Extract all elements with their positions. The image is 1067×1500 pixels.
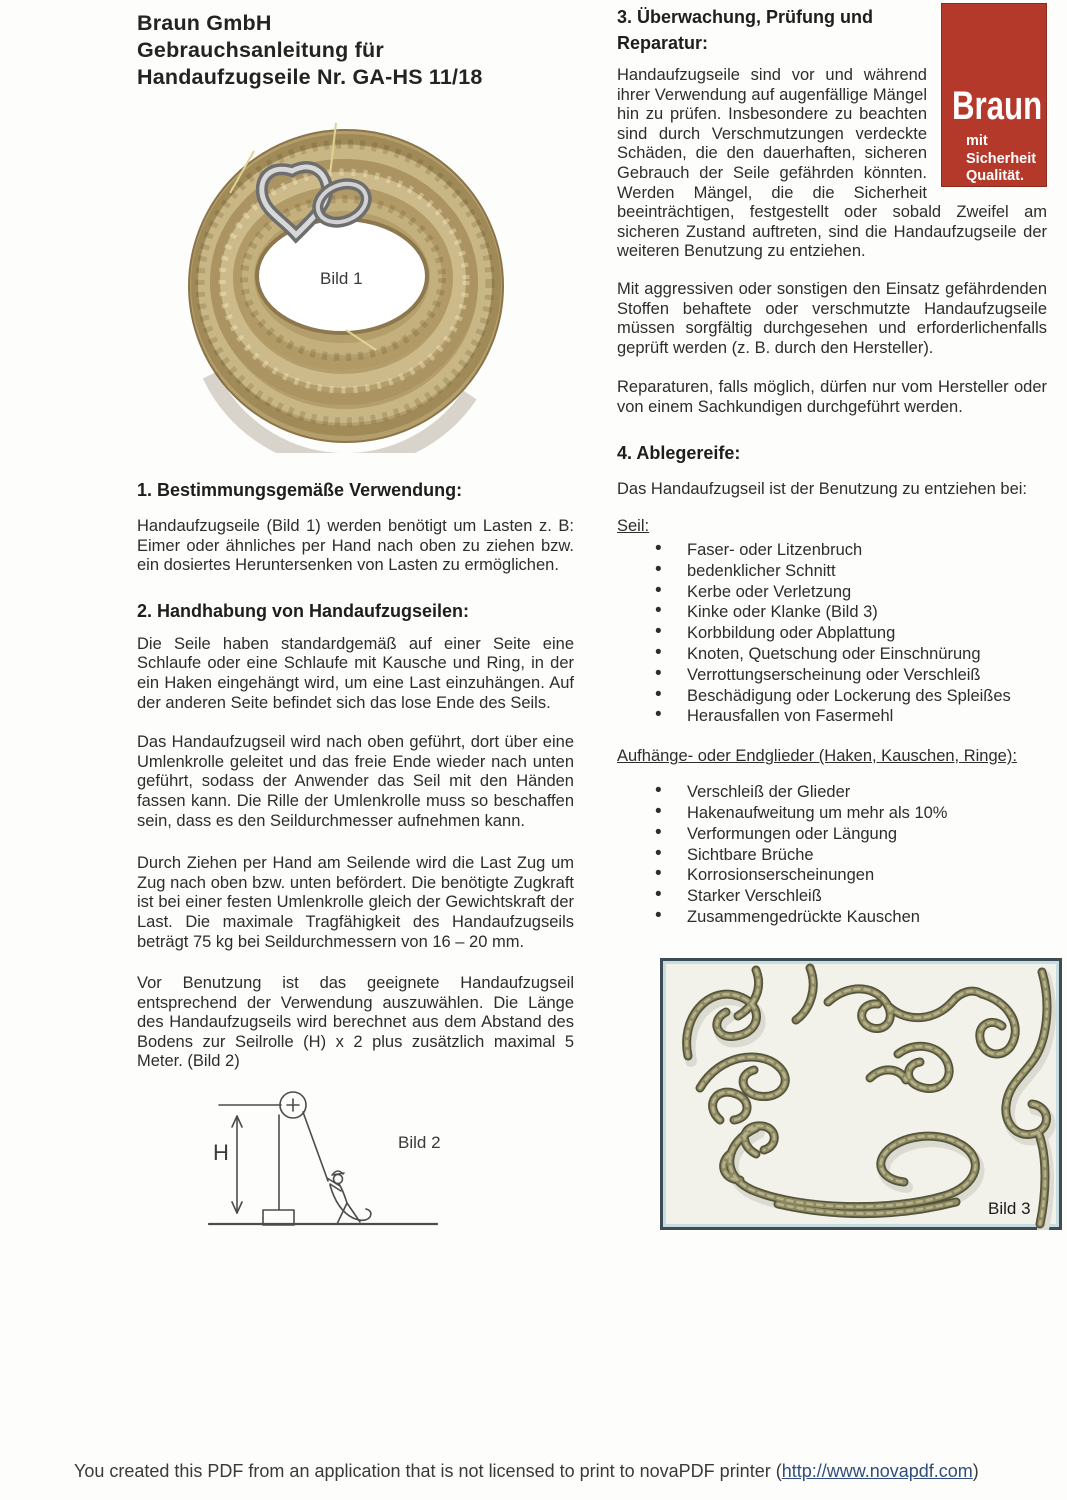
- section2-paragraph-3: Durch Ziehen per Hand am Seilende wird die Last Zug um Zug nach oben bzw. unten befördert. Die benötigte Zugkraft ist bei einer festen Umlenkrolle gleich der Gewichtskraft der Last. Die maximale Tragfähigkeit des Handaufzugseils beträgt 75 kg bei Seildurchmessern von 16 – 20 mm.: [137, 854, 574, 951]
- section3-paragraph-3: Reparaturen, falls möglich, dürfen nur vom Hersteller oder von einem Sachkundigen durchgeführt werden.: [617, 378, 1047, 416]
- endglieder-bullet-list: [617, 782, 1047, 928]
- title-line-3: Handaufzugseile Nr. GA-HS 11/18: [137, 65, 483, 89]
- section4-heading: 4. Ablegereife:: [617, 442, 741, 463]
- title-line-1: Braun GmbH: [137, 11, 272, 35]
- list-item: • Knoten, Quetschung oder Einschnürung: [617, 644, 1047, 665]
- section2-paragraph-4: Vor Benutzung ist das geeignete Handaufzugseil entsprechend der Verwendung auszuwählen. Die Länge des Handaufzugseils wird berechnet aus dem Abstand des Bodens zur Seilrolle (H) x 2 plus zusätzlich maximal 5 Meter. (Bild 2): [137, 974, 574, 1071]
- endglieder-subheading: Aufhänge- oder Endglieder (Haken, Kauschen, Ringe):: [617, 747, 1017, 766]
- list-item: • Kinke oder Klanke (Bild 3): [617, 602, 1047, 623]
- title-line-2: Gebrauchsanleitung für: [137, 38, 384, 62]
- figure3-photo: [660, 958, 1062, 1230]
- list-item: • Zusammengedrückte Kauschen: [617, 907, 1047, 928]
- seil-bullet-list: [617, 540, 1047, 727]
- footer-text-prefix: You created this PDF from an application that is not licensed to print to novaPDF printer (: [74, 1461, 782, 1481]
- list-item: • Korrosionserscheinungen: [617, 865, 1047, 886]
- seil-subheading: Seil:: [617, 517, 650, 536]
- section3-paragraph-1: Handaufzugseile sind vor und während ihrer Verwendung auf augenfällige Mängel hin zu prüfen. Insbesondere zu beachten sind durch Verschmutzungen verdeckte Schäden, die den dauerhaften, sicheren Gebrauch der Seile gefährden könnten. Werden Mängel, die die Sicherheit beeinträchtigen, festgestellt oder sobald Zweifel am sicheren Zustand auftreten, sind die Handaufzugseile der weiteren Benutzung zu entziehen.: [617, 66, 1047, 261]
- list-item: • Verrottungserscheinung oder Verschleiß: [617, 665, 1047, 686]
- left-column: [137, 0, 574, 1230]
- document-title: [137, 10, 574, 91]
- footer-text-suffix: ): [972, 1461, 979, 1481]
- section3-paragraph-2: Mit aggressiven oder sonstigen den Einsatz gefährdenden Stoffen behaftete oder verschmutzte Handaufzugseile müssen sorgfältig durchgesehen und erforderlichenfalls geprüft werden (z. B. durch den Hersteller).: [617, 279, 1047, 357]
- list-item: • Verschleiß der Glieder: [617, 782, 1047, 803]
- list-item: • Starker Verschleiß: [617, 886, 1047, 907]
- logo-tagline-1: mit: [966, 133, 988, 149]
- figure1-rope-coil: [170, 105, 570, 453]
- figure3-caption: Bild 3: [988, 1198, 1031, 1218]
- section1-heading: 1. Bestimmungsgemäße Verwendung:: [137, 480, 463, 500]
- figure1-caption: Bild 1: [320, 269, 363, 288]
- list-item: • Sichtbare Brüche: [617, 845, 1047, 866]
- list-item: • Verformungen oder Längung: [617, 824, 1047, 845]
- right-column: [617, 0, 1047, 1230]
- list-item: • Faser- oder Litzenbruch: [617, 540, 1047, 561]
- section3-heading: 3. Überwachung, Prüfung und Reparatur:: [617, 7, 873, 53]
- figure2-caption: Bild 2: [398, 1133, 441, 1153]
- figure2-height-label: H: [213, 1140, 229, 1166]
- list-item: • Herausfallen von Fasermehl: [617, 706, 1047, 727]
- figure2-diagram: [197, 1080, 497, 1230]
- section1-paragraph: Handaufzugseile (Bild 1) werden benötigt um Lasten z. B: Eimer oder ähnliches per Hand nach oben zu ziehen bzw. ein dosiertes Heruntersenken von Lasten zu ermöglichen.: [137, 517, 574, 575]
- section2-paragraph-1: Die Seile haben standardgemäß auf einer Seite eine Schlaufe oder eine Schlaufe mit Kausche und Ring, in der ein Haken eingehängt wird, um eine Last einzuhängen. Auf der anderen Seite befindet sich das lose Ende des Seils.: [137, 634, 574, 712]
- logo-tagline-3: Qualität.: [966, 168, 1025, 184]
- section2-paragraph-2: Das Handaufzugseil wird nach oben geführt, dort über eine Umlenkrolle geleitet und das freie Ende wieder nach unten geführt, sodass der Anwender das Seil mit den Händen fassen kann. Die Rille der Umlenkrolle muss so beschaffen sein, dass es den Seildurchmesser aufnehmen kann.: [137, 733, 574, 830]
- list-item: • bedenklicher Schnitt: [617, 561, 1047, 582]
- logo-brand-text: Braun: [952, 84, 1043, 128]
- list-item: • Korbbildung oder Abplattung: [617, 623, 1047, 644]
- novapdf-link[interactable]: http://www.novapdf.com: [781, 1461, 973, 1481]
- section4-intro: Das Handaufzugseil ist der Benutzung zu entziehen bei:: [617, 479, 1028, 498]
- section2-heading: 2. Handhabung von Handaufzugseilen:: [137, 600, 470, 621]
- list-item: • Hakenaufweitung um mehr als 10%: [617, 803, 1047, 824]
- logo-tagline-2: Sicherheit: [966, 150, 1037, 167]
- footer-watermark: [74, 1461, 979, 1482]
- list-item: • Beschädigung oder Lockerung des Spleißes: [617, 686, 1047, 707]
- list-item: • Kerbe oder Verletzung: [617, 582, 1047, 603]
- braun-logo: [941, 3, 1047, 187]
